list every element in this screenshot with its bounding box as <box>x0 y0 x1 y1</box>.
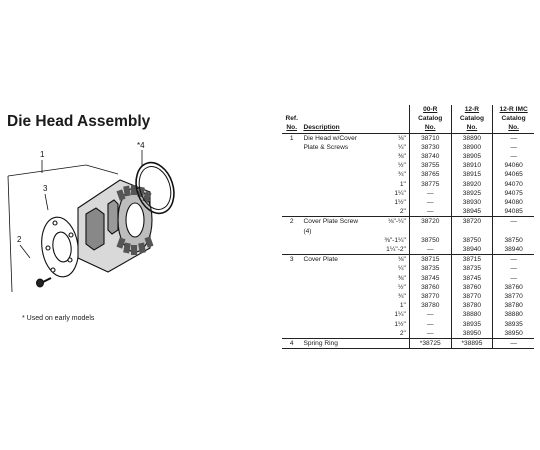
catalog-12r-imc-cell: 38880 <box>493 310 534 319</box>
catalog-12r-cell: 38925 <box>451 189 493 198</box>
size-cell: 1¼" <box>394 189 406 197</box>
catalog-12r-cell: 38720 <box>451 217 493 236</box>
catalog-00r-cell: *38725 <box>409 339 451 349</box>
description-cell <box>301 236 367 245</box>
size-cell: ½" <box>398 162 406 170</box>
catalog-12r-cell: *38895 <box>451 339 493 349</box>
catalog-12r-cell: 38780 <box>451 301 493 310</box>
catalog-12r-imc-cell: — <box>493 217 534 236</box>
description-cell: Spring Ring <box>301 339 367 349</box>
catalog-12r-imc-cell: 94070 <box>493 180 534 189</box>
table-row <box>282 292 534 301</box>
description-cell <box>301 170 367 179</box>
callout-4: *4 <box>137 141 145 150</box>
catalog-12r-imc-cell: 94080 <box>493 198 534 207</box>
description-cell <box>301 245 367 255</box>
catalog-00r-cell: 38770 <box>409 292 451 301</box>
catalog-12r-imc-cell: 94075 <box>493 189 534 198</box>
ref-number-cell <box>282 301 301 310</box>
catalog-12r-cell: 38735 <box>451 264 493 273</box>
size-cell: ⅜" <box>398 274 406 282</box>
ref-number-cell <box>282 320 301 329</box>
catalog-00r-cell: 38760 <box>409 283 451 292</box>
cover-plate <box>38 215 82 279</box>
description-cell <box>301 274 367 283</box>
catalog-12r-imc-cell: 38780 <box>493 301 534 310</box>
ref-number-cell <box>282 180 301 189</box>
size-cell: ⅜" <box>398 153 406 161</box>
table-row <box>282 236 534 245</box>
catalog-12r-cell: 38940 <box>451 245 493 255</box>
table-row <box>282 255 534 265</box>
footnote-early-models: * Used on early models <box>22 315 95 322</box>
table-row <box>282 245 534 255</box>
ref-number-cell <box>282 264 301 273</box>
catalog-12r-cell: 38950 <box>451 329 493 339</box>
description-cell <box>301 320 367 329</box>
size-cell: ¾" <box>398 171 406 179</box>
catalog-no-heading-12r: No. <box>451 123 493 133</box>
catalog-00r-cell: — <box>409 189 451 198</box>
catalog-heading-12r-imc: Catalog <box>493 114 534 123</box>
table-row <box>282 143 534 152</box>
catalog-12r-cell: 38915 <box>451 170 493 179</box>
catalog-00r-cell: — <box>409 329 451 339</box>
catalog-12r-cell: 38760 <box>451 283 493 292</box>
size-cell: ⅛" <box>367 133 409 143</box>
ref-number-cell <box>282 292 301 301</box>
table-row <box>282 264 534 273</box>
catalog-00r-cell: 38745 <box>409 274 451 283</box>
catalog-12r-cell: 38945 <box>451 207 493 217</box>
catalog-12r-cell: 38920 <box>451 180 493 189</box>
cover-plate-screw <box>37 278 52 287</box>
catalog-12r-imc-cell: — <box>493 339 534 349</box>
catalog-00r-cell: 38755 <box>409 161 451 170</box>
size-cell: ⅛"-¼" <box>367 217 409 236</box>
catalog-12r-cell: 38745 <box>451 274 493 283</box>
table-row <box>282 310 534 319</box>
catalog-12r-cell: 38910 <box>451 161 493 170</box>
catalog-no-heading-12r-imc: No. <box>493 123 534 133</box>
parts-table-container <box>282 105 534 349</box>
catalog-12r-imc-cell: — <box>493 133 534 143</box>
catalog-00r-cell: 38750 <box>409 236 451 245</box>
catalog-12r-cell: 38770 <box>451 292 493 301</box>
size-cell: 1¼" <box>394 311 406 319</box>
table-header-model-row <box>282 105 534 114</box>
size-cell: 2" <box>399 208 406 216</box>
size-cell: ⅛" <box>367 255 409 265</box>
table-row <box>282 301 534 310</box>
catalog-12r-imc-cell: 38760 <box>493 283 534 292</box>
size-cell: 1¼"-2" <box>386 246 406 254</box>
ref-number-cell <box>282 236 301 245</box>
size-cell: 1½" <box>394 199 406 207</box>
size-cell: ⅜"-1¼" <box>384 236 406 244</box>
model-00r-heading: 00-R <box>409 105 451 114</box>
description-cell <box>301 198 367 207</box>
catalog-heading-12r: Catalog <box>451 114 493 123</box>
ref-number-cell <box>282 274 301 283</box>
model-12r-heading: 12-R <box>451 105 493 114</box>
description-cell <box>301 301 367 310</box>
catalog-12r-cell: 38930 <box>451 198 493 207</box>
callout-1: 1 <box>40 150 45 159</box>
catalog-no-heading-00r: No. <box>409 123 451 133</box>
description-cell: Cover Plate <box>301 255 367 265</box>
ref-number-cell <box>282 207 301 217</box>
table-row <box>282 170 534 179</box>
table-row <box>282 180 534 189</box>
catalog-00r-cell: 38765 <box>409 170 451 179</box>
catalog-00r-cell: 38730 <box>409 143 451 152</box>
description-cell <box>301 292 367 301</box>
ref-number-cell <box>282 170 301 179</box>
ref-number-cell <box>282 189 301 198</box>
table-row <box>282 189 534 198</box>
ref-number-cell <box>282 143 301 152</box>
model-12r-imc-heading: 12-R IMC <box>493 105 534 114</box>
ref-number-cell: 3 <box>282 255 301 265</box>
catalog-12r-cell: 38750 <box>451 236 493 245</box>
catalog-12r-imc-cell: 94060 <box>493 161 534 170</box>
parts-table <box>282 105 534 349</box>
ref-heading-line-1: Ref. <box>285 115 298 123</box>
ref-number-cell: 4 <box>282 339 301 349</box>
catalog-00r-cell: 38720 <box>409 217 451 236</box>
ref-number-cell <box>282 329 301 339</box>
catalog-00r-cell: — <box>409 198 451 207</box>
callout-2: 2 <box>17 235 22 244</box>
table-row <box>282 152 534 161</box>
catalog-00r-cell: 38715 <box>409 255 451 265</box>
size-cell: ¼" <box>398 265 406 273</box>
catalog-12r-imc-cell: — <box>493 264 534 273</box>
table-row <box>282 198 534 207</box>
catalog-12r-imc-cell: 38935 <box>493 320 534 329</box>
catalog-00r-cell: 38735 <box>409 264 451 273</box>
die-head-body <box>78 180 154 272</box>
catalog-12r-cell: 38935 <box>451 320 493 329</box>
description-cell <box>301 283 367 292</box>
table-row <box>282 320 534 329</box>
catalog-12r-cell: 38880 <box>451 310 493 319</box>
catalog-12r-imc-cell: 38950 <box>493 329 534 339</box>
catalog-00r-cell: 38775 <box>409 180 451 189</box>
table-row <box>282 133 534 143</box>
size-cell: 1" <box>399 302 406 310</box>
catalog-heading-00r: Catalog <box>409 114 451 123</box>
ref-number-cell <box>282 310 301 319</box>
page-title: Die Head Assembly <box>7 113 151 130</box>
ref-number-cell <box>282 198 301 207</box>
catalog-12r-imc-cell: — <box>493 255 534 265</box>
catalog-12r-imc-cell: 94065 <box>493 170 534 179</box>
catalog-12r-imc-cell: — <box>493 143 534 152</box>
table-row <box>282 274 534 283</box>
description-heading: Description <box>303 124 340 132</box>
table-row <box>282 207 534 217</box>
catalog-00r-cell: 38740 <box>409 152 451 161</box>
catalog-12r-imc-cell: 38940 <box>493 245 534 255</box>
description-cell <box>301 152 367 161</box>
ref-number-cell: 1 <box>282 133 301 143</box>
size-cell: ¼" <box>398 143 406 151</box>
description-cell <box>301 189 367 198</box>
size-cell: 1" <box>399 180 406 188</box>
ref-number-cell <box>282 245 301 255</box>
size-cell: 2" <box>399 329 406 337</box>
callout-3: 3 <box>43 184 48 193</box>
description-cell <box>301 329 367 339</box>
size-cell <box>367 339 409 349</box>
table-row <box>282 283 534 292</box>
table-row <box>282 161 534 170</box>
size-cell: ¾" <box>398 293 406 301</box>
catalog-12r-imc-cell: — <box>493 152 534 161</box>
catalog-00r-cell: — <box>409 320 451 329</box>
ref-number-cell <box>282 152 301 161</box>
ref-heading-line-2: No. <box>286 124 298 132</box>
catalog-12r-imc-cell: 38770 <box>493 292 534 301</box>
catalog-12r-cell: 38715 <box>451 255 493 265</box>
size-cell: ½" <box>398 283 406 291</box>
catalog-00r-cell: — <box>409 207 451 217</box>
catalog-00r-cell: — <box>409 245 451 255</box>
description-cell <box>301 310 367 319</box>
description-cell <box>301 161 367 170</box>
catalog-12r-cell: 38900 <box>451 143 493 152</box>
size-cell: 1½" <box>394 320 406 328</box>
catalog-00r-cell: 38710 <box>409 133 451 143</box>
catalog-12r-imc-cell: 94085 <box>493 207 534 217</box>
catalog-12r-imc-cell: 38750 <box>493 236 534 245</box>
description-cell: Plate & Screws <box>303 143 349 151</box>
description-cell <box>301 180 367 189</box>
catalog-00r-cell: 38780 <box>409 301 451 310</box>
table-row <box>282 339 534 349</box>
table-header-row-1 <box>282 114 534 123</box>
catalog-12r-imc-cell: — <box>493 274 534 283</box>
description-cell <box>301 207 367 217</box>
catalog-12r-cell: 38905 <box>451 152 493 161</box>
table-row <box>282 329 534 339</box>
catalog-12r-cell: 38890 <box>451 133 493 143</box>
description-cell <box>301 264 367 273</box>
description-cell: Die Head w/Cover <box>301 133 367 143</box>
table-row <box>282 217 534 236</box>
description-cell: Cover Plate Screw (4) <box>301 217 367 236</box>
ref-number-cell <box>282 283 301 292</box>
ref-number-cell <box>282 161 301 170</box>
die-head-exploded-diagram <box>0 130 270 310</box>
ref-number-cell: 2 <box>282 217 301 236</box>
table-header-row-2 <box>282 123 534 133</box>
catalog-00r-cell: — <box>409 310 451 319</box>
